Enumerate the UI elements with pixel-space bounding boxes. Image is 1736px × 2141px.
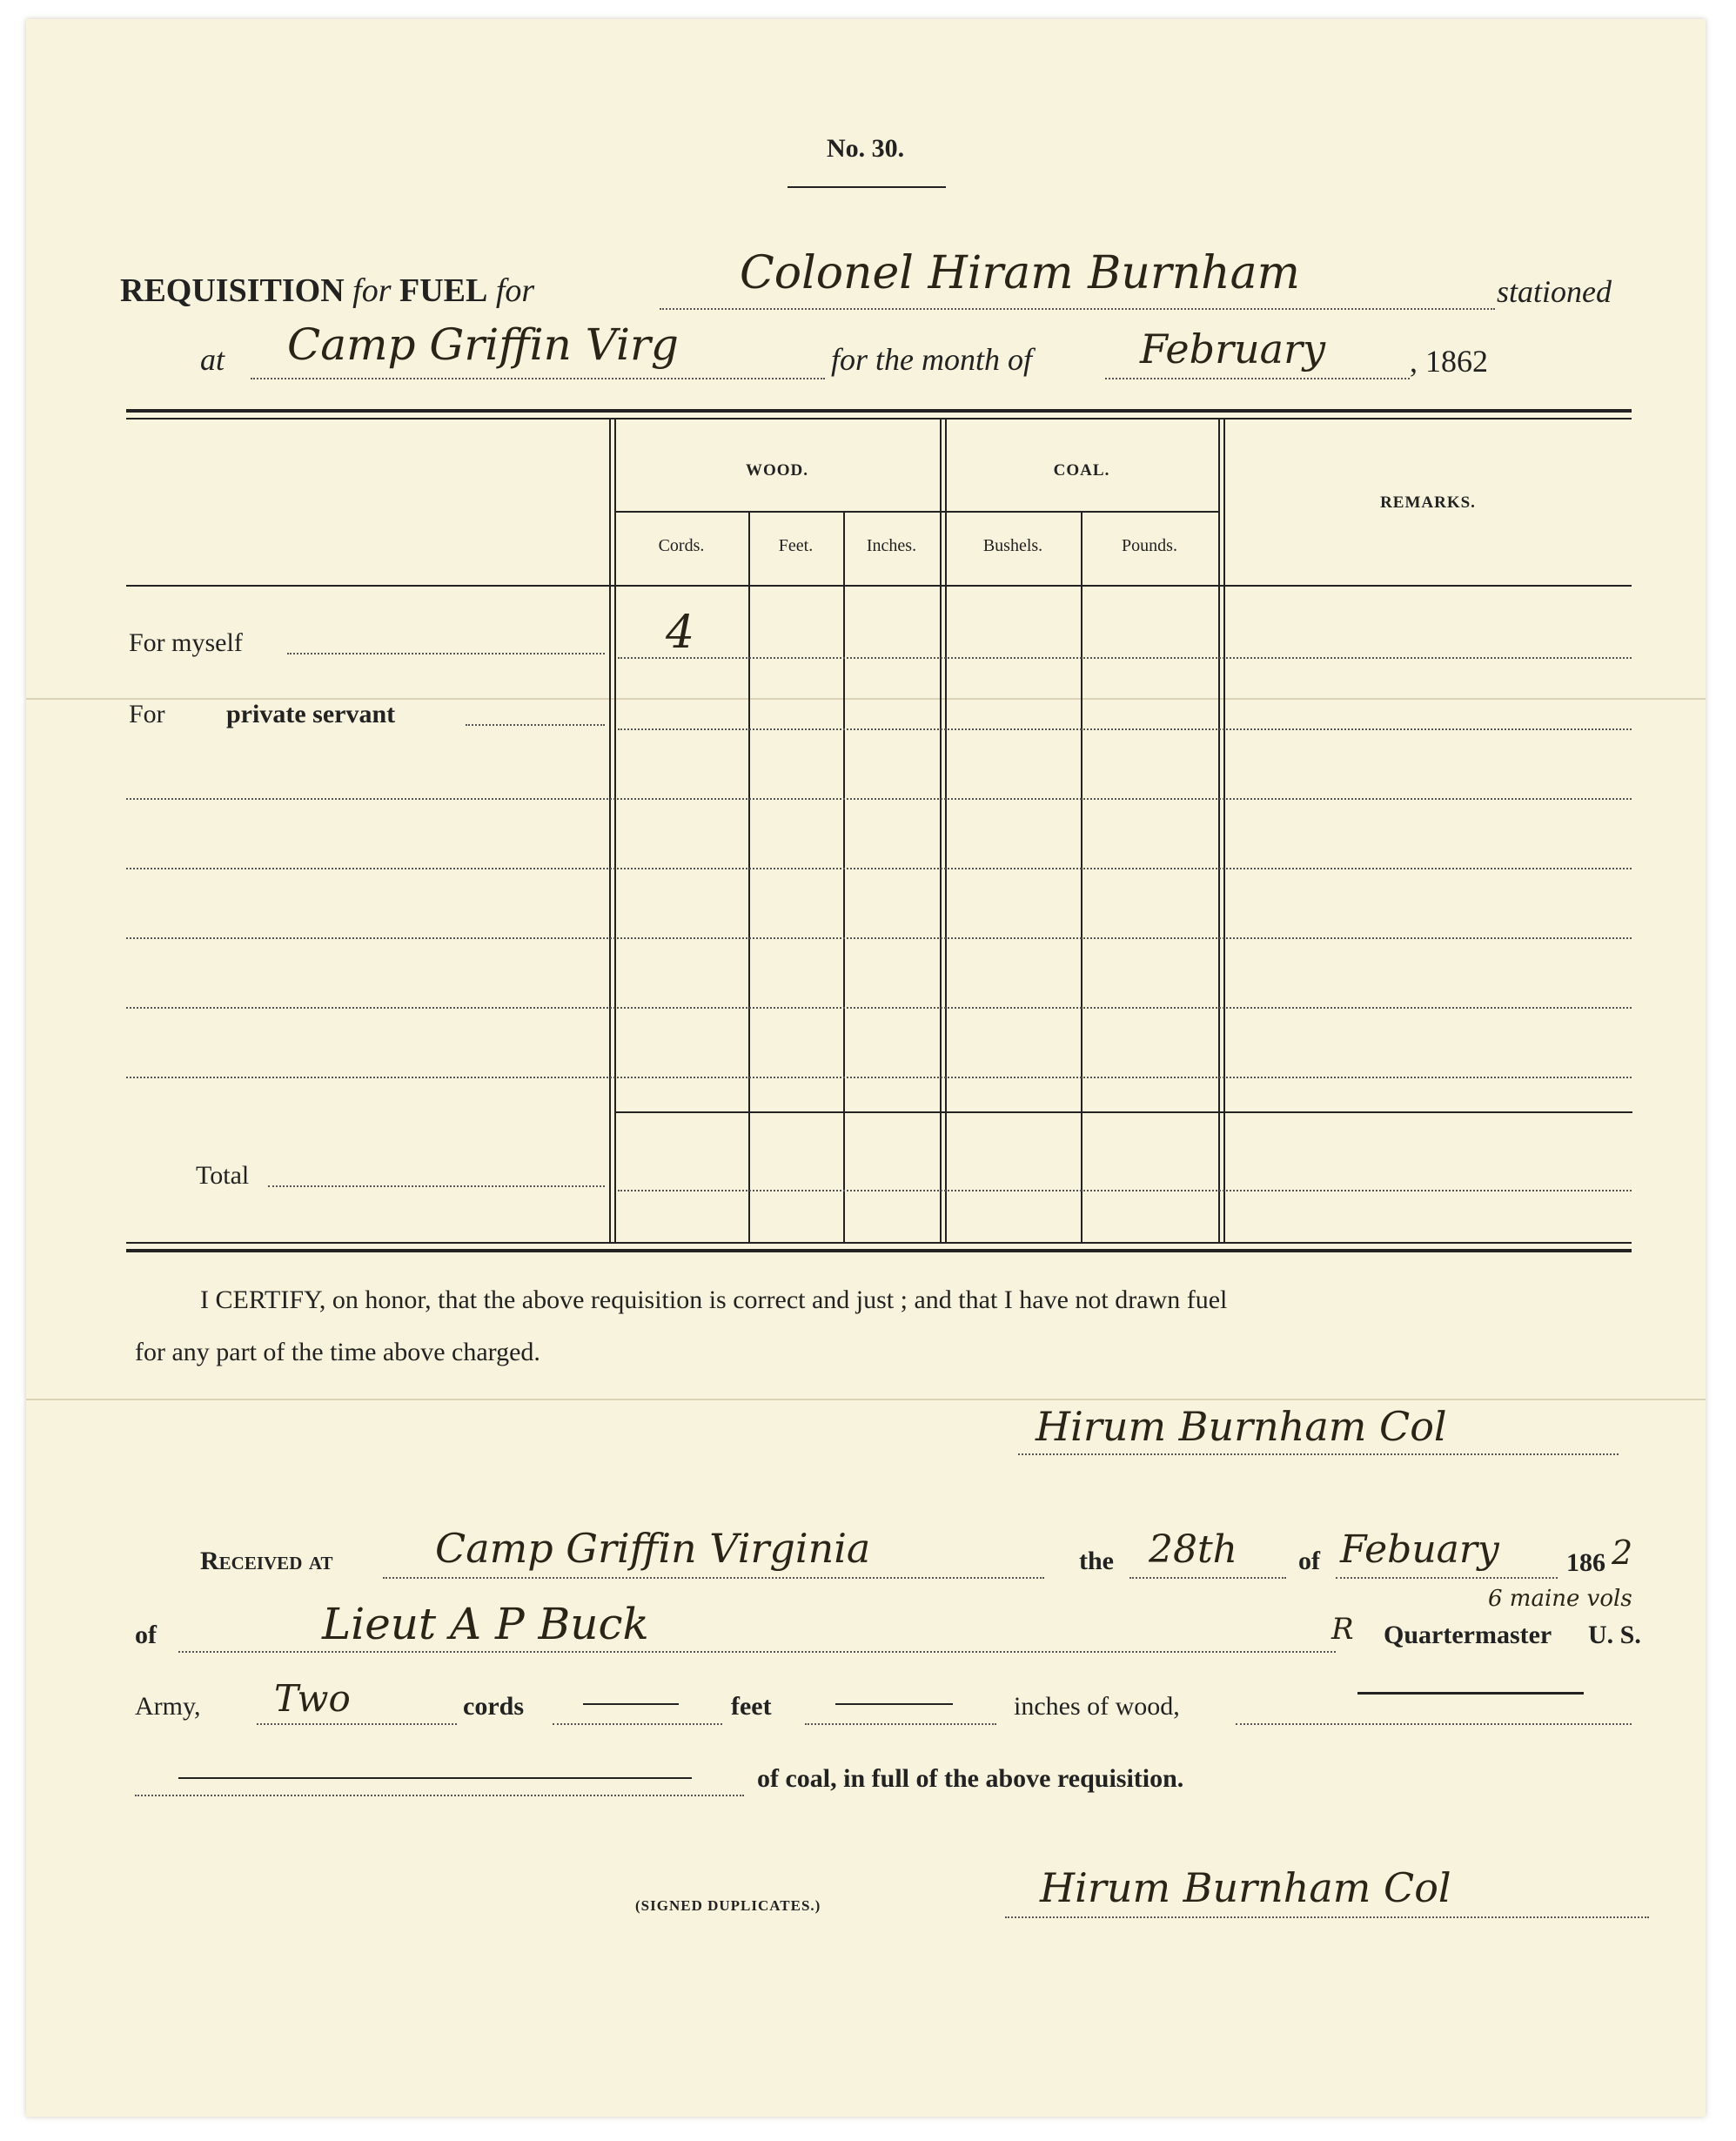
row-label-servant: private servant bbox=[226, 700, 396, 728]
coal-header: COAL. bbox=[1053, 461, 1110, 480]
col-divider bbox=[940, 419, 942, 1242]
col-pounds: Pounds. bbox=[1122, 536, 1177, 555]
for-month-label: for the month of bbox=[831, 342, 1032, 377]
col-divider bbox=[609, 419, 611, 1242]
form-number: No. 30. bbox=[827, 134, 905, 163]
certify-line-1: I CERTIFY, on honor, that the above requisition is correct and just ; and that I have not drawn fuel bbox=[200, 1285, 1228, 1314]
requisition-form bbox=[26, 19, 1706, 2117]
at-label: at bbox=[200, 342, 225, 377]
cords-label: cords bbox=[463, 1692, 524, 1721]
receipt-signature-line bbox=[1005, 1916, 1649, 1918]
wood-extra-dash bbox=[1357, 1692, 1584, 1695]
name-blank bbox=[660, 308, 1495, 310]
of-label-2: of bbox=[135, 1621, 157, 1649]
row-line bbox=[126, 1007, 1632, 1009]
table-bottom-rule bbox=[126, 1242, 1632, 1244]
number-underline bbox=[788, 186, 946, 188]
inches-dash bbox=[835, 1703, 953, 1705]
stationed-label: stationed bbox=[1497, 274, 1612, 309]
receipt-year-printed: 186 bbox=[1566, 1548, 1605, 1577]
table-top-rule-2 bbox=[126, 418, 1632, 419]
col-divider bbox=[843, 511, 845, 1242]
feet-label: feet bbox=[731, 1692, 772, 1721]
col-divider bbox=[1223, 419, 1225, 1242]
received-place-handwritten: Camp Griffin Virginia bbox=[435, 1525, 871, 1572]
row-line bbox=[618, 1190, 1632, 1191]
the-label: the bbox=[1079, 1547, 1114, 1575]
row-label-myself: For myself bbox=[129, 628, 243, 657]
table-bottom-rule-2 bbox=[126, 1249, 1632, 1252]
regiment-note-handwritten: 6 maine vols bbox=[1488, 1586, 1632, 1612]
signature-line bbox=[1018, 1453, 1619, 1455]
r-handwritten: R bbox=[1331, 1612, 1354, 1647]
feet-blank bbox=[553, 1723, 722, 1725]
col-divider bbox=[1081, 511, 1082, 1242]
receipt-year-handwritten: 2 bbox=[1612, 1534, 1633, 1572]
header-bottom-rule bbox=[126, 585, 1632, 587]
title-requisition: REQUISITION bbox=[120, 272, 345, 309]
coal-blank bbox=[135, 1795, 744, 1796]
row-line bbox=[126, 798, 1632, 800]
col-divider bbox=[1218, 419, 1220, 1242]
coal-dash bbox=[178, 1777, 692, 1779]
myself-cords-handwritten: 4 bbox=[666, 607, 695, 659]
title-line bbox=[120, 272, 534, 310]
cords-amount-handwritten: Two bbox=[274, 1677, 351, 1720]
inches-blank bbox=[805, 1723, 996, 1725]
colonel-name-handwritten: Colonel Hiram Burnham bbox=[740, 247, 1300, 299]
of-label: of bbox=[1298, 1547, 1320, 1575]
row-line bbox=[126, 1077, 1632, 1078]
row-line bbox=[126, 937, 1632, 939]
certify-signature-handwritten: Hirum Burnham Col bbox=[1036, 1403, 1447, 1450]
place-handwritten: Camp Griffin Virg bbox=[287, 319, 679, 370]
cords-blank bbox=[257, 1723, 457, 1725]
col-bushels: Bushels. bbox=[982, 536, 1043, 555]
row-leader bbox=[268, 1185, 605, 1187]
col-cords: Cords. bbox=[658, 536, 705, 555]
from-handwritten: Lieut A P Buck bbox=[322, 1599, 649, 1649]
month-blank bbox=[1105, 378, 1410, 379]
us-label: U. S. bbox=[1588, 1621, 1641, 1649]
from-blank bbox=[178, 1651, 1336, 1653]
month-blank-2 bbox=[1336, 1577, 1558, 1579]
row-leader bbox=[466, 724, 605, 726]
place-blank bbox=[251, 378, 825, 379]
col-feet: Feet. bbox=[778, 536, 814, 555]
army-label: Army, bbox=[135, 1692, 201, 1721]
year-label: , 1862 bbox=[1410, 344, 1488, 379]
received-place-blank bbox=[383, 1577, 1044, 1579]
subheader-rule bbox=[614, 511, 1218, 513]
of-coal-label: of coal, in full of the above requisition. bbox=[757, 1764, 1184, 1793]
row-leader bbox=[287, 653, 605, 654]
total-separator bbox=[614, 1111, 1632, 1113]
day-handwritten: 28th bbox=[1149, 1527, 1238, 1572]
wood-extra-blank bbox=[1236, 1723, 1632, 1725]
row-label-total: Total bbox=[196, 1161, 250, 1190]
title-for: for bbox=[352, 272, 392, 309]
fold-line bbox=[26, 1399, 1706, 1400]
receipt-signature-handwritten: Hirum Burnham Col bbox=[1040, 1864, 1451, 1911]
inches-wood-label: inches of wood, bbox=[1014, 1692, 1180, 1721]
received-at-label: Received at bbox=[200, 1547, 333, 1575]
row-line bbox=[618, 728, 1632, 730]
day-blank bbox=[1129, 1577, 1286, 1579]
receipt-month-handwritten: Febuary bbox=[1340, 1527, 1499, 1572]
col-inches: Inches. bbox=[866, 536, 917, 555]
row-line bbox=[618, 657, 1632, 659]
title-fuel: FUEL bbox=[399, 272, 488, 309]
signed-duplicates-label: (SIGNED DUPLICATES.) bbox=[635, 1897, 821, 1914]
month-handwritten: February bbox=[1140, 326, 1326, 372]
table-top-rule bbox=[126, 409, 1632, 413]
col-divider bbox=[748, 511, 750, 1242]
quartermaster-label: Quartermaster bbox=[1384, 1621, 1552, 1649]
certify-line-2: for any part of the time above charged. bbox=[135, 1338, 540, 1366]
feet-dash bbox=[583, 1703, 679, 1705]
row-label-for: For bbox=[129, 700, 165, 728]
remarks-header: REMARKS. bbox=[1380, 493, 1476, 512]
wood-header: WOOD. bbox=[745, 461, 809, 480]
title-for-2: for bbox=[495, 272, 535, 309]
row-line bbox=[126, 868, 1632, 869]
